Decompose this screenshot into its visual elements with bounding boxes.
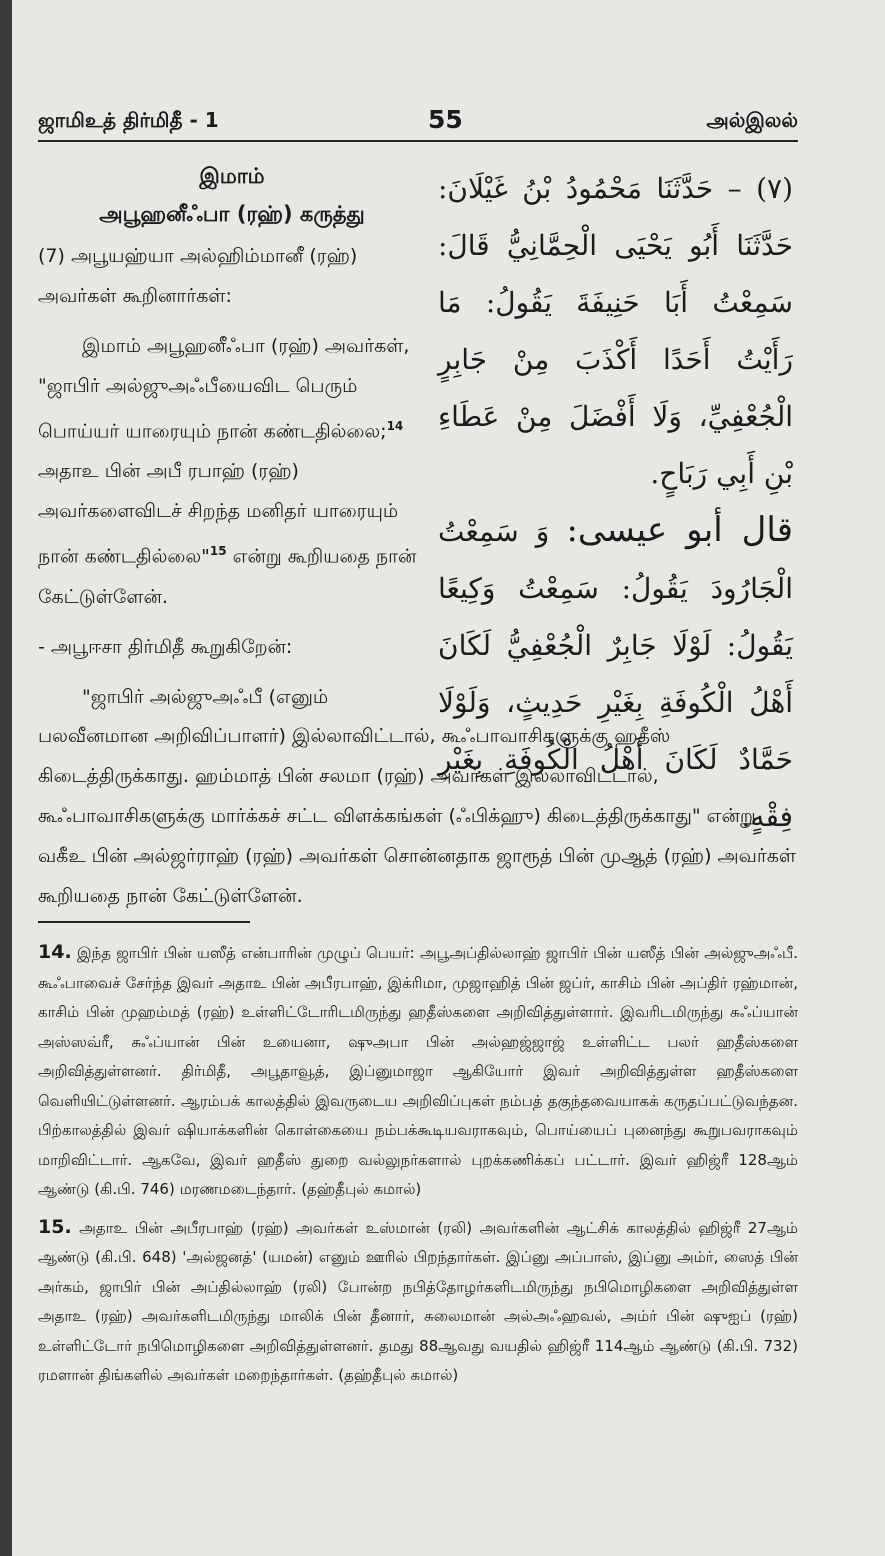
running-title-left: ஜாமிஉத் திர்மிதீ - 1 <box>38 108 219 132</box>
page-header <box>38 100 798 142</box>
footnote-14 <box>38 938 798 1205</box>
footnote-divider <box>38 921 250 923</box>
arabic-hadith-1: (٧) – حَدَّثَنَا مَحْمُودُ بْنُ غَيْلَانَ: حَدَّثَنَا أَبُو يَحْيَى الْحِمَّانِيُّ قَالَ: سَمِعْتُ أَبَا حَنِيفَةَ يَقُولُ: مَا رَأَيْتُ أَحَدًا أَكْذَبَ مِنْ جَابِرٍ الْجُعْفِيِّ، وَلَا أَفْضَلَ مِنْ عَطَاءِ بْنِ أَبِي رَبَاحٍ. <box>438 172 793 490</box>
narration-intro: (7) அபூயஹ்யா அல்ஹிம்மானீ (ரஹ்) அவர்கள் கூறினார்கள்: <box>38 245 358 307</box>
arabic-hadith-2-body: وَ سَمِعْتُ الْجَارُودَ يَقُولُ: سَمِعْتُ وَكِيعًا يَقُولُ: لَوْلَا جَابِرٌ الْجُعْفِيُّ لَكَانَ أَهْلُ الْكُوفَةِ بِغَيْرِ حَدِيثٍ، وَلَوْلَا حَمَّادٌ لَكَانَ أَهْلُ الْكُوفَةِ بِغَيْرِ فِقْهٍ. <box>438 515 793 833</box>
narration-part-b: அதாஉ பின் அபீ ரபாஹ் (ரஹ்) அவர்களைவிடச் சிறந்த மனிதர் யாரையும் நான் கண்டதில்லை" <box>38 460 399 568</box>
section-heading <box>52 157 412 233</box>
heading-line-1: இமாம் <box>199 164 265 188</box>
second-narration-continued: பலவீனமான அறிவிப்பாளர்) இல்லாவிட்டால், கூஃபாவாசிகளுக்கு ஹதீஸ் கிடைத்திருக்காது. ஹம்மாத் பின் சலமா (ரஹ்) அவர்கள் இல்லாவிட்டால், கூஃபாவாசிகளுக்கு மார்க்கச் சட்ட விளக்கங்கள் (ஃபிக்ஹு) கிடைத்திருக்காது" என்று வகீஉ பின் அல்ஜர்ராஹ் (ரஹ்) அவர்கள் சொன்னதாக ஜாரூத் பின் முஆத் (ரஹ்) அவர்கள் கூறியதை நான் கேட்டுள்ளேன். <box>38 725 797 907</box>
narration-body <box>38 326 418 617</box>
heading-line-2: அபூஹனீஃபா (ரஹ்) கருத்து <box>99 202 365 226</box>
narration-part-a: இமாம் அபூஹனீஃபா (ரஹ்) அவர்கள், "ஜாபிர் அல்ஜுஅஃபீயைவிட பெரும் பொய்யர் யாரையும் நான் கண்டதில்லை; <box>38 335 410 443</box>
footnote-15 <box>38 1213 798 1391</box>
tamil-translation-column <box>38 236 418 727</box>
arabic-abu-isa-lead: قال أبو عيسى: <box>566 510 793 550</box>
footnote-number: 15. <box>38 1215 72 1238</box>
footnote-text: அதாஉ பின் அபீரபாஹ் (ரஹ்) அவர்கள் உஸ்மான் (ரலி) அவர்களின் ஆட்சிக் காலத்தில் ஹிஜ்ரீ 27ஆம் ஆண்டு (கி.பி. 648) 'அல்ஜனத்' (யமன்) எனும் ஊரில் பிறந்தார்கள். இப்னு அப்பாஸ், இப்னு அம்ர், ஸைத் பின் அர்கம், ஜாபிர் பின் அப்தில்லாஹ் (ரலி) போன்ற நபித்தோழர்களிடமிருந்து நபிமொழிகளை அறிவித்துள்ள அதாஉ (ரஹ்) அவர்களிடமிருந்து மாலிக் பின் தீனார், சுலைமான் அல்அஃஹவல், அம்ர் பின் ஷுஐப் (ரஹ்) உள்ளிட்டோர் நபிமொழிகளை அறிவித்துள்ளனர். தமது 88ஆவது வயதில் ஹிஜ்ரீ 114ஆம் ஆண்டு (கி.பி. 732) ரமளான் திங்களில் அவர்கள் மறைந்தார்கள். (தஹ்தீபுல் கமால்) <box>38 1218 798 1384</box>
footnote-number: 14. <box>38 941 72 963</box>
book-page <box>12 0 885 1556</box>
second-narration-start: "ஜாபிர் அல்ஜுஅஃபீ (எனும் <box>82 685 329 708</box>
author-remark: - அபூஈசா திர்மிதீ கூறுகிறேன்: <box>38 635 293 658</box>
footnote-ref-15: 15 <box>209 544 227 559</box>
footnote-text: இந்த ஜாபிர் பின் யஸீத் என்பாரின் முழுப் பெயர்: அபூஅப்தில்லாஹ் ஜாபிர் பின் யஸீத் பின் அல்ஜுஅஃபீ. கூஃபாவைச் சேர்ந்த இவர் அதாஉ பின் அபீரபாஹ், இக்ரிமா, முஜாஹித் பின் ஜப்ர், காசிம் பின் அப்திர் ரஹ்மான், காசிம் பின் முஹம்மத் (ரஹ்) உள்ளிட்டோரிடமிருந்து ஹதீஸ்களை அறிவித்துள்ளார். இவரிடமிருந்து சுஃப்யான் அஸ்ஸவ்ரீ, சுஃப்யான் பின் உயைனா, ஷுஅபா பின் அல்ஹஜ்ஜாஜ் உள்ளிட்ட பலர் ஹதீஸ்களை அறிவித்துள்ளனர். திர்மிதீ, அபூதாவூத், இப்னுமாஜா ஆகியோர் இவர் அறிவித்துள்ள ஹதீஸ்களை வெளியிட்டுள்ளனர். ஆரம்பக் காலத்தில் இவருடைய அறிவிப்புகள் நம்பத் தகுந்தவையாகக் கருதப்பட்டுவந்தன. பிற்காலத்தில் இவர் ஷியாக்களின் கொள்கையை நம்பக்கூடியவராகவும், பொய்யைப் புனைந்து கூறுபவராகவும் மாறிவிட்டார். ஆகவே, இவர் ஹதீஸ் துறை வல்லுநர்களால் புறக்கணிக்கப் பட்டார். இவர் ஹிஜ்ரீ 128ஆம் ஆண்டு (கி.பி. 746) மரணமடைந்தார். (தஹ்தீபுல் கமால்) <box>38 944 798 1198</box>
narration-part-c: என்று கூறியதை நான் கேட்டுள்ளேன். <box>38 545 417 608</box>
footnote-ref-14: 14 <box>386 419 404 433</box>
footnotes <box>38 938 798 1399</box>
running-title-right: அல்இலல் <box>706 108 798 132</box>
page-number: 55 <box>428 105 463 134</box>
